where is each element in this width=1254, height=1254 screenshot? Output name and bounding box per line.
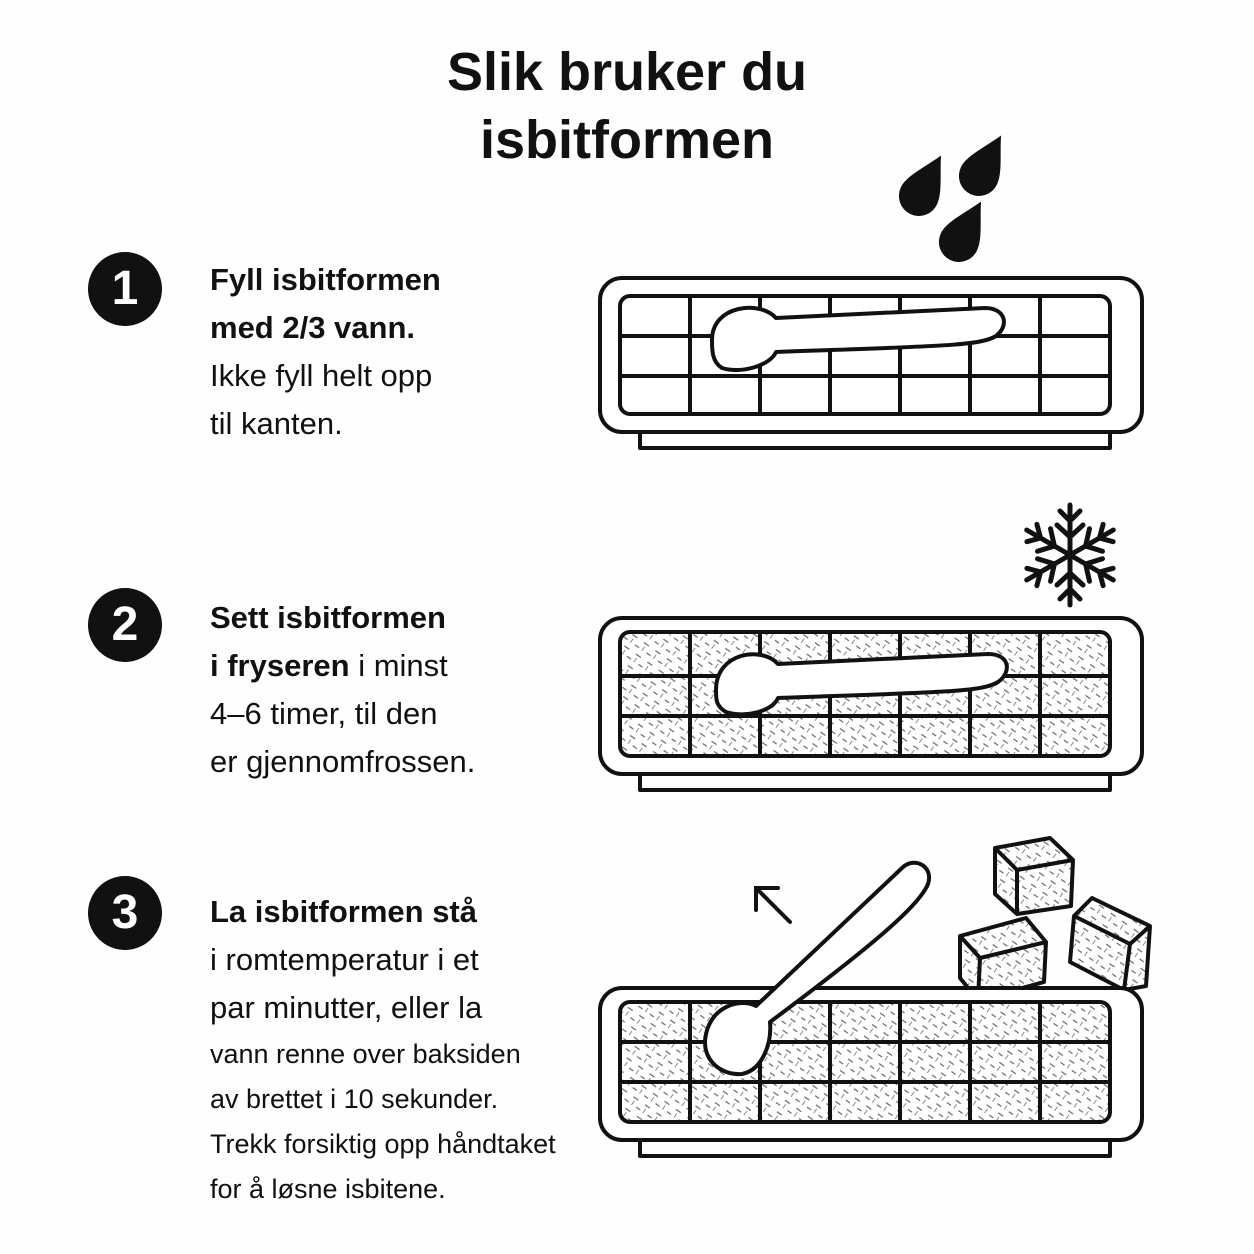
step-3-line-4: vann renne over baksiden [210,1039,521,1069]
step-2-line-4: er gjennomfrossen. [210,744,476,779]
title-line-1: Slik bruker du [446,42,808,102]
step-3-badge: 3 [88,876,162,950]
step-2-badge: 2 [88,588,162,662]
arrow-up-left-icon [756,888,790,922]
snowflake-icon [1020,505,1120,605]
step-1-badge: 1 [88,252,162,326]
step-1-line-2: med 2/3 vann. [210,310,416,345]
step-3-line-1: La isbitformen stå [210,894,477,929]
step-1-line-4: til kanten. [210,406,343,441]
step-3-line-2: i romtemperatur i et [210,942,479,977]
ice-cubes [960,838,1150,1000]
step-3-line-5: av brettet i 10 sekunder. [210,1084,499,1114]
step-1-line-1: Fyll isbitformen [210,262,441,297]
title-line-2: isbitformen [479,110,775,170]
water-drops-icon [892,126,1016,269]
step-2-line-2-bold: i fryseren [210,648,350,683]
step-2-line-3: 4–6 timer, til den [210,696,438,731]
step-3-line-3: par minutter, eller la [210,990,483,1025]
step-1-line-3: Ikke fyll helt opp [210,358,433,393]
ice-tray-filled-water [600,278,1142,448]
step-2-line-1: Sett isbitformen [210,600,446,635]
ice-tray-frozen [600,618,1142,790]
step-2-line-2-rest: i minst [349,648,448,683]
step-3-line-7: for å løsne isbitene. [210,1174,446,1204]
step-3-line-6: Trekk forsiktig opp håndtaket [210,1129,556,1159]
